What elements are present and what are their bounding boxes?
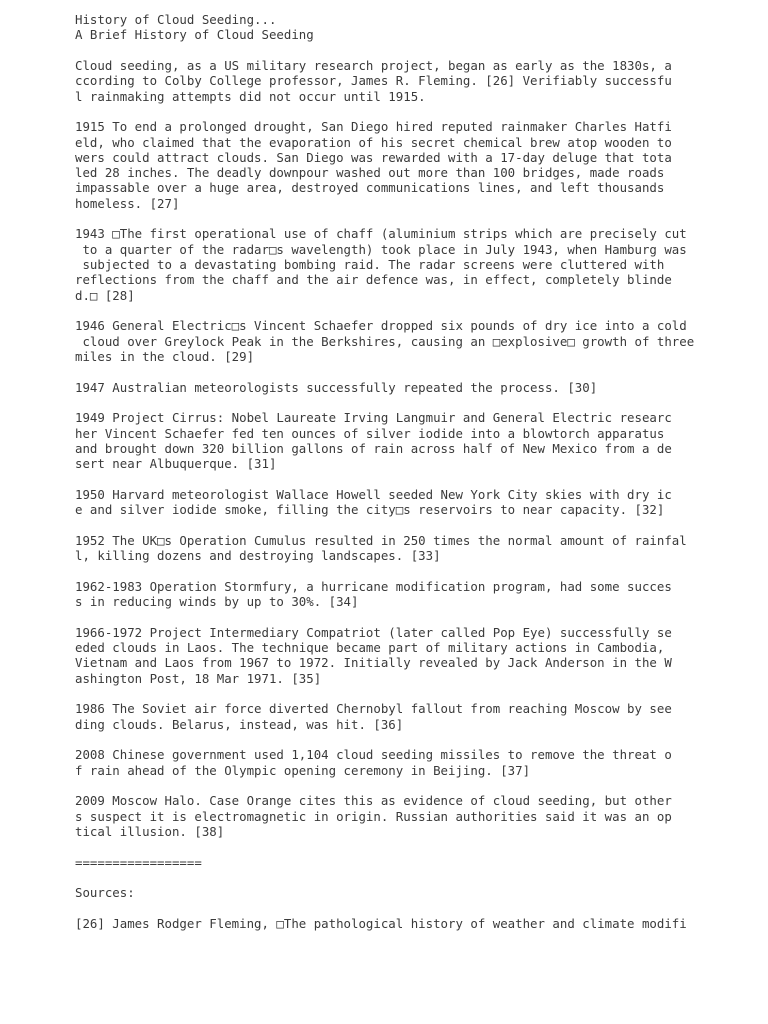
- text-line: l, killing dozens and destroying landscapes. [33]: [75, 548, 441, 564]
- document-subtitle: A Brief History of Cloud Seeding: [75, 27, 314, 43]
- text-line: 1950 Harvard meteorologist Wallace Howell seeded New York City skies with dry ic: [75, 486, 672, 502]
- text-line: s suspect it is electromagnetic in origin. Russian authorities said it was an op: [75, 808, 672, 824]
- document-header: [75, 12, 735, 43]
- text-line: Vietnam and Laos from 1967 to 1972. Initially revealed by Jack Anderson in the W: [75, 655, 672, 671]
- document-body: [75, 58, 735, 931]
- text-line: f rain ahead of the Olympic opening ceremony in Beijing. [37]: [75, 762, 531, 778]
- text-line: d.□ [28]: [75, 287, 135, 303]
- text-line: sert near Albuquerque. [31]: [75, 456, 277, 472]
- text-line: to a quarter of the radar□s wavelength) took place in July 1943, when Hamburg was: [75, 241, 687, 257]
- text-line: 1952 The UK□s Operation Cumulus resulted in 250 times the normal amount of rainfal: [75, 532, 687, 548]
- text-line: 1949 Project Cirrus: Nobel Laureate Irving Langmuir and General Electric researc: [75, 410, 672, 426]
- text-line: 1986 The Soviet air force diverted Chernobyl fallout from reaching Moscow by see: [75, 701, 672, 717]
- paragraph: [75, 747, 735, 778]
- text-line: 1962-1983 Operation Stormfury, a hurricane modification program, had some succes: [75, 578, 672, 594]
- text-line: 1946 General Electric□s Vincent Schaefer dropped six pounds of dry ice into a cold: [75, 318, 687, 334]
- text-line: cloud over Greylock Peak in the Berkshires, causing an □explosive□ growth of three: [75, 333, 695, 349]
- paragraph: [75, 226, 735, 302]
- paragraph: [75, 625, 735, 686]
- text-line: Cloud seeding, as a US military research project, began as early as the 1830s, a: [75, 57, 672, 73]
- text-line: l rainmaking attempts did not occur until 1915.: [75, 88, 426, 104]
- text-line: 1943 □The first operational use of chaff (aluminium strips which are precisely cut: [75, 226, 687, 242]
- document-page: [75, 12, 735, 947]
- text-line: =================: [75, 854, 202, 870]
- separator: [75, 855, 735, 870]
- text-line: eld, who claimed that the evaporation of his secret chemical brew atop wooden to: [75, 134, 672, 150]
- text-line: e and silver iodide smoke, filling the city□s reservoirs to near capacity. [32]: [75, 502, 665, 518]
- paragraph: [75, 793, 735, 839]
- text-line: her Vincent Schaefer fed ten ounces of silver iodide into a blowtorch apparatus: [75, 425, 665, 441]
- text-line: 1915 To end a prolonged drought, San Diego hired reputed rainmaker Charles Hatfi: [75, 119, 672, 135]
- text-line: homeless. [27]: [75, 195, 180, 211]
- paragraph: [75, 380, 735, 395]
- text-line: led 28 inches. The deadly downpour washed out more than 100 bridges, made roads: [75, 165, 665, 181]
- source-citation: [75, 916, 735, 931]
- text-line: Sources:: [75, 885, 135, 901]
- text-line: subjected to a devastating bombing raid. The radar screens were cluttered with: [75, 257, 665, 273]
- text-line: tical illusion. [38]: [75, 823, 225, 839]
- text-line: and brought down 320 billion gallons of rain across half of New Mexico from a de: [75, 440, 672, 456]
- paragraph: [75, 318, 735, 364]
- paragraph: [75, 487, 735, 518]
- text-line: 2008 Chinese government used 1,104 cloud seeding missiles to remove the threat o: [75, 747, 672, 763]
- text-line: 1947 Australian meteorologists successfully repeated the process. [30]: [75, 379, 598, 395]
- text-line: [26] James Rodger Fleming, □The pathological history of weather and climate modifi: [75, 916, 687, 932]
- text-line: miles in the cloud. [29]: [75, 348, 255, 364]
- text-line: reflections from the chaff and the air defence was, in effect, completely blinde: [75, 272, 672, 288]
- text-line: 1966-1972 Project Intermediary Compatriot (later called Pop Eye) successfully se: [75, 624, 672, 640]
- text-line: s in reducing winds by up to 30%. [34]: [75, 594, 359, 610]
- text-line: ashington Post, 18 Mar 1971. [35]: [75, 670, 322, 686]
- paragraph: [75, 410, 735, 471]
- text-line: eded clouds in Laos. The technique became part of military actions in Cambodia,: [75, 640, 665, 656]
- paragraph: [75, 701, 735, 732]
- text-line: ccording to Colby College professor, James R. Fleming. [26] Verifiably successfu: [75, 73, 672, 89]
- sources-heading: [75, 885, 735, 900]
- paragraph: [75, 533, 735, 564]
- text-line: impassable over a huge area, destroyed communications lines, and left thousands: [75, 180, 665, 196]
- text-line: 2009 Moscow Halo. Case Orange cites this as evidence of cloud seeding, but other: [75, 793, 672, 809]
- text-line: ding clouds. Belarus, instead, was hit. [36]: [75, 716, 404, 732]
- paragraph: [75, 119, 735, 211]
- paragraph: [75, 58, 735, 104]
- paragraph: [75, 579, 735, 610]
- document-title: History of Cloud Seeding...: [75, 12, 277, 27]
- text-line: wers could attract clouds. San Diego was rewarded with a 17-day deluge that tota: [75, 149, 672, 165]
